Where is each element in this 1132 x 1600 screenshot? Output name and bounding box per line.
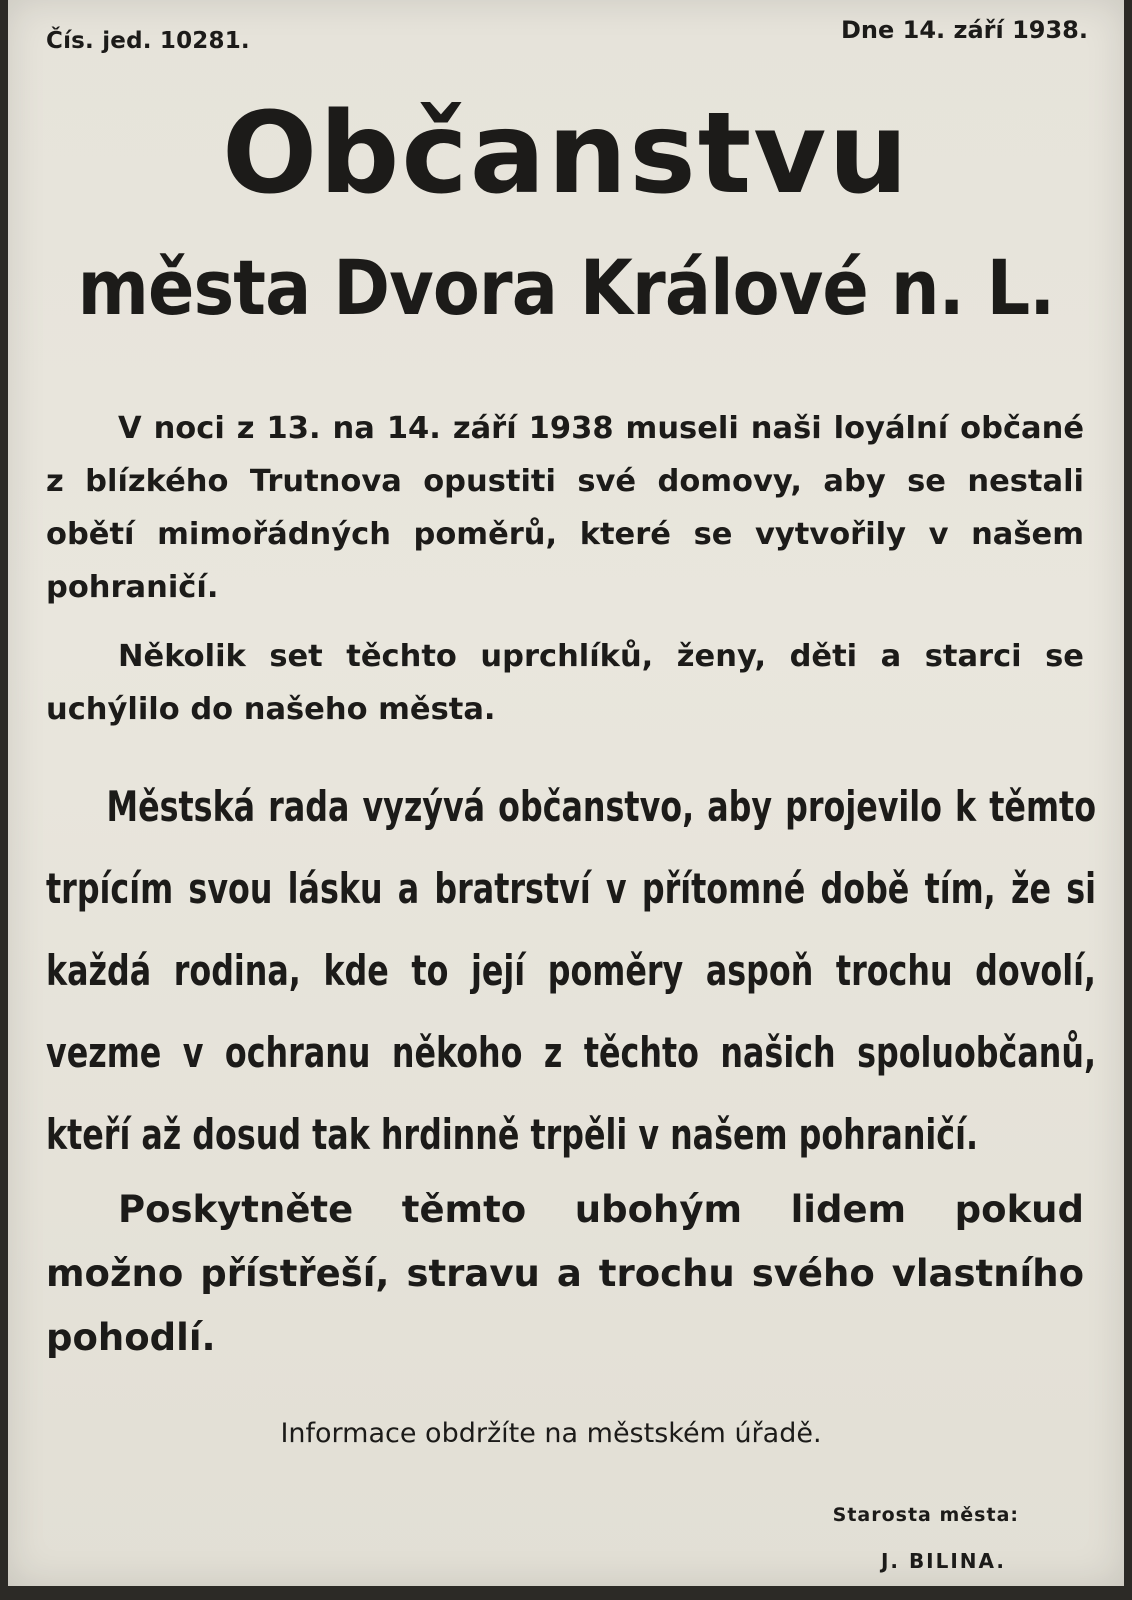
paragraph-1 [46, 402, 1084, 614]
paragraph-1-text: V noci z 13. na 14. září 1938 museli naši loyální občané z blízkého Trutnova opustiti své domovy, aby se nestali obětí mimořádných poměrů, které se vytvořily v našem pohraničí. [46, 411, 1084, 605]
paragraph-3 [46, 766, 1096, 1176]
paragraph-2-text: Několik set těchto uprchlíků, ženy, děti a starci se uchýlilo do našeho města. [46, 639, 1084, 727]
reference-number: Čís. jed. 10281. [46, 28, 250, 54]
document-date: Dne 14. září 1938. [840, 16, 1088, 44]
title-line-2: města Dvora Králové n. L. [77, 243, 1055, 332]
signature-label: Starosta města: [832, 1504, 1019, 1526]
title-line-1: Občanstvu [221, 89, 911, 219]
paragraph-4-text: Poskytněte těmto ubohým lidem pokud možno přístřeší, stravu a trochu svého vlastního pohodlí. [46, 1188, 1084, 1359]
paragraph-3-text: Městská rada vyzývá občanstvo, aby projevilo k těmto trpícím svou lásku a bratrství v přítomné době tím, že si každá rodina, kde to její poměry aspoň trochu dovolí, vezme v ochranu někoho z těchto našich spoluobčanů, kteří až dosud tak hrdinně trpěli v našem pohraničí. [46, 782, 1097, 1159]
signature-name: J. BILINA. [880, 1549, 1006, 1573]
poster [8, 0, 1124, 1586]
paragraph-2 [46, 630, 1084, 736]
info-line: Informace obdržíte na městském úřadě. [280, 1418, 822, 1449]
paragraph-4 [46, 1178, 1084, 1370]
